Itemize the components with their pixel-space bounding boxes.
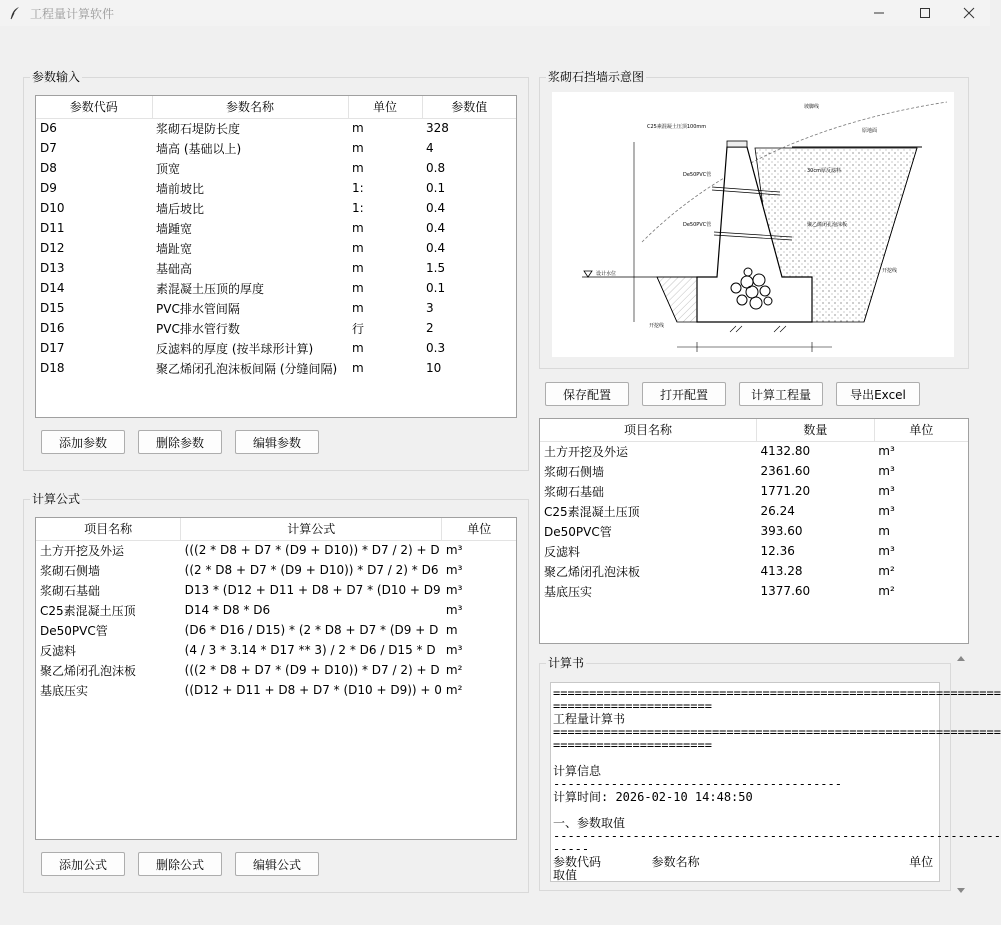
table-cell: m³ — [878, 484, 895, 498]
table-cell: 浆砌石侧墙 — [40, 563, 101, 578]
title-bar — [0, 0, 990, 26]
excavation-label-left: 开挖线 — [649, 323, 665, 329]
column-header[interactable]: 单位 — [442, 518, 516, 540]
column-header[interactable]: 计算公式 — [181, 518, 442, 540]
table-cell: m — [445, 623, 458, 637]
table-cell: m — [352, 281, 364, 295]
table-cell: 0.4 — [426, 241, 446, 255]
table-cell: m — [878, 524, 890, 538]
edit-param-button[interactable]: 编辑参数 — [235, 430, 319, 454]
cap-label: C25素混凝土压顶100mm — [647, 124, 707, 130]
param-row[interactable] — [36, 238, 516, 258]
table-cell: m³ — [445, 543, 463, 558]
table-cell: D14 * D8 * D6 — [184, 603, 271, 617]
table-cell: (((2 * D8 + D7 * (D9 + D10)) * D7 / 2) + D — [184, 663, 440, 677]
table-cell: 基底压实 — [544, 584, 593, 599]
table-cell: 1: — [352, 181, 364, 195]
table-cell: 1771.20 — [760, 484, 811, 498]
delete-param-button[interactable]: 删除参数 — [138, 430, 222, 454]
table-cell: D14 — [40, 281, 65, 295]
table-cell: 聚乙烯闭孔泡沫板 — [544, 564, 641, 579]
param-row[interactable] — [36, 258, 516, 278]
param-group-label: 参数输入 — [32, 70, 81, 84]
table-cell: 浆砌石基础 — [544, 484, 605, 499]
table-cell: m² — [445, 663, 463, 677]
foam-label: 聚乙烯闭孔泡沫板 — [807, 222, 848, 228]
table-cell: m³ — [445, 603, 463, 617]
table-cell: 0.1 — [426, 181, 446, 195]
pipe-label-1: De50PVC管 — [683, 172, 712, 178]
formula-row[interactable] — [36, 640, 516, 660]
table-cell: ((2 * D8 + D7 * (D9 + D10)) * D7 / 2) * D6 — [184, 563, 439, 577]
ground-label: 原地面 — [862, 128, 878, 134]
table-cell: 2 — [426, 321, 434, 335]
table-cell: m³ — [878, 544, 895, 558]
slope-label: 坡脚线 — [804, 104, 820, 110]
result-row[interactable] — [540, 581, 968, 601]
table-cell: 12.36 — [760, 544, 795, 558]
column-header[interactable]: 参数代码 — [36, 96, 152, 118]
table-cell: (4 / 3 * 3.14 * D17 ** 3) / 2 * D6 / D15 * D — [184, 643, 436, 657]
formula-row[interactable] — [36, 540, 516, 560]
table-cell: C25素混凝土压顶 — [40, 603, 136, 618]
table-cell: 聚乙烯闭孔泡沫板 — [40, 663, 137, 678]
table-cell: 0.4 — [426, 221, 446, 235]
scrollbar-svg — [954, 652, 968, 896]
table-cell: 行 — [352, 321, 365, 336]
retaining-wall-diagram — [552, 92, 954, 357]
window-title: 工程量计算软件 — [30, 6, 115, 21]
table-cell: 4132.80 — [760, 444, 811, 459]
table-cell: 浆砌石侧墙 — [544, 464, 605, 479]
param-row[interactable] — [36, 298, 516, 318]
table-cell: m³ — [878, 464, 895, 478]
table-cell: 3 — [426, 301, 434, 315]
param-row[interactable] — [36, 138, 516, 158]
formula-table-header — [36, 518, 516, 540]
delete-formula-button[interactable]: 删除公式 — [138, 852, 222, 876]
filter-label: 30cm厚反滤料 — [807, 168, 841, 174]
result-row[interactable] — [540, 441, 968, 461]
column-header[interactable]: 单位 — [874, 419, 968, 441]
table-cell: 2361.60 — [760, 464, 811, 478]
add-formula-button[interactable]: 添加公式 — [41, 852, 125, 876]
formula-row[interactable] — [36, 560, 516, 580]
table-cell: D13 — [40, 261, 65, 275]
table-cell: De50PVC管 — [544, 524, 612, 539]
table-cell: 0.1 — [426, 281, 446, 295]
table-cell: 0.8 — [426, 161, 446, 175]
column-header[interactable]: 单位 — [348, 96, 422, 118]
result-row[interactable] — [540, 501, 968, 521]
report-group-label: 计算书 — [548, 656, 585, 670]
table-cell: m² — [878, 564, 895, 578]
result-row[interactable] — [540, 561, 968, 581]
result-row[interactable] — [540, 541, 968, 561]
table-cell: 1377.60 — [760, 584, 811, 598]
table-cell: D9 — [40, 181, 57, 195]
table-cell: m³ — [878, 504, 895, 518]
table-cell: 328 — [426, 121, 449, 136]
param-row[interactable] — [36, 358, 516, 378]
table-cell: m² — [445, 683, 463, 697]
minimize-button[interactable] — [856, 0, 902, 26]
table-cell: m — [352, 121, 364, 136]
formula-row[interactable] — [36, 680, 516, 700]
table-cell: 素混凝土压顶的厚度 — [156, 281, 265, 296]
table-cell: 10 — [426, 361, 442, 375]
column-header[interactable]: 参数值 — [422, 96, 516, 118]
param-table-header — [36, 96, 516, 118]
table-cell: m — [352, 241, 364, 255]
table-cell: D13 * (D12 + D11 + D8 + D7 * (D10 + D9 — [184, 583, 441, 597]
table-cell: (((2 * D8 + D7 * (D9 + D10)) * D7 / 2) + D — [184, 543, 440, 558]
param-table[interactable] — [35, 95, 517, 418]
table-cell: 土方开挖及外运 — [544, 444, 629, 459]
scroll-up-icon[interactable] — [957, 656, 965, 661]
table-cell: D18 — [40, 361, 65, 375]
table-cell: D17 — [40, 341, 65, 355]
table-cell: m³ — [445, 643, 463, 657]
table-cell: 1: — [352, 201, 364, 215]
param-row[interactable] — [36, 338, 516, 358]
param-row[interactable] — [36, 198, 516, 218]
table-cell: D16 — [40, 321, 65, 335]
table-cell: 反滤料 — [40, 643, 77, 658]
column-header[interactable]: 项目名称 — [36, 518, 181, 540]
table-cell: 4 — [426, 141, 434, 155]
maximize-icon — [919, 7, 931, 19]
formula-row[interactable] — [36, 620, 516, 640]
table-cell: m³ — [445, 583, 463, 597]
result-row[interactable] — [540, 481, 968, 501]
table-cell: D7 — [40, 141, 57, 155]
param-row[interactable] — [36, 178, 516, 198]
formula-row[interactable] — [36, 660, 516, 680]
formula-table[interactable] — [35, 517, 517, 840]
open-config-button[interactable]: 打开配置 — [642, 382, 726, 406]
table-cell: 浆砌石堤防长度 — [156, 121, 241, 136]
param-row[interactable] — [36, 118, 516, 138]
table-cell: m — [352, 301, 364, 315]
table-cell: 聚乙烯闭孔泡沫板间隔 (分缝间隔) — [156, 361, 338, 376]
pipe-label-2: De50PVC管 — [683, 222, 712, 228]
table-cell: ((D12 + D11 + D8 + D7 * (D10 + D9)) + 0 — [184, 683, 442, 697]
table-cell: D11 — [40, 221, 65, 235]
close-button[interactable] — [946, 0, 992, 26]
column-header[interactable]: 数量 — [757, 419, 875, 441]
table-cell: D15 — [40, 301, 65, 315]
table-cell: m — [352, 341, 364, 355]
results-table[interactable] — [539, 418, 969, 644]
diagram-svg — [552, 92, 954, 357]
feather-icon — [8, 6, 22, 20]
table-cell: 墙趾宽 — [156, 241, 193, 256]
table-cell: 0.3 — [426, 341, 446, 355]
formula-group-label: 计算公式 — [32, 492, 81, 506]
edit-formula-button[interactable]: 编辑公式 — [235, 852, 319, 876]
table-cell: D10 — [40, 201, 65, 215]
table-cell: m³ — [878, 444, 895, 459]
table-cell: 墙前坡比 — [156, 181, 205, 196]
table-cell: De50PVC管 — [40, 623, 108, 638]
table-cell: D12 — [40, 241, 65, 255]
water-level-label: 设计水位 — [596, 271, 617, 277]
table-cell: m² — [878, 584, 895, 598]
table-cell: m — [352, 141, 364, 155]
table-cell: 墙踵宽 — [156, 221, 193, 236]
table-cell: m — [352, 161, 364, 175]
table-cell: m³ — [445, 563, 463, 577]
column-header[interactable]: 项目名称 — [540, 419, 757, 441]
results-table-header — [540, 419, 968, 441]
formula-row[interactable] — [36, 580, 516, 600]
table-cell: C25素混凝土压顶 — [544, 504, 640, 519]
report-text[interactable]: ============================================================== ====================== 工程量计算书 ============================================================== ====================== 计算信息 ---------------------------------------- 计算时间: 2026-02-10 14:48:50 一、参数取值 -------------------------------------------------------------- ----- 参数代码 参数名称 单位 取值 — [550, 682, 940, 882]
param-row[interactable] — [36, 318, 516, 338]
param-row[interactable] — [36, 278, 516, 298]
table-cell: 墙高 (基础以上) — [156, 141, 242, 156]
column-header[interactable]: 参数名称 — [152, 96, 348, 118]
table-cell: m — [352, 261, 364, 275]
table-cell: D8 — [40, 161, 57, 175]
save-config-button[interactable]: 保存配置 — [545, 382, 629, 406]
table-cell: 393.60 — [760, 524, 803, 538]
table-cell: D6 — [40, 121, 57, 136]
table-cell: 0.4 — [426, 201, 446, 215]
table-cell: 基底压实 — [40, 683, 89, 698]
diagram-group-label: 浆砌石挡墙示意图 — [548, 70, 645, 84]
scroll-down-icon[interactable] — [957, 888, 965, 893]
table-cell: (D6 * D16 / D15) * (2 * D8 + D7 * (D9 + D — [184, 623, 439, 637]
excavation-label-right: 开挖线 — [882, 268, 898, 274]
result-row[interactable] — [540, 521, 968, 541]
close-icon — [963, 7, 975, 19]
formula-row[interactable] — [36, 600, 516, 620]
table-cell: 顶宽 — [156, 161, 181, 176]
table-cell: m — [352, 361, 364, 375]
table-cell: 反滤料的厚度 (按半球形计算) — [156, 341, 314, 356]
calculate-button[interactable]: 计算工程量 — [739, 382, 823, 406]
table-cell: 26.24 — [760, 504, 795, 518]
table-cell: 浆砌石基础 — [40, 583, 101, 598]
table-cell: PVC排水管行数 — [156, 321, 240, 336]
table-cell: 土方开挖及外运 — [40, 543, 125, 558]
minimize-icon — [873, 7, 885, 19]
add-param-button[interactable]: 添加参数 — [41, 430, 125, 454]
export-excel-button[interactable]: 导出Excel — [836, 382, 920, 406]
result-row[interactable] — [540, 461, 968, 481]
table-cell: m — [352, 221, 364, 235]
report-scrollbar[interactable] — [954, 652, 968, 896]
table-cell: 413.28 — [760, 564, 803, 578]
table-cell: 1.5 — [426, 261, 446, 275]
param-row[interactable] — [36, 218, 516, 238]
maximize-button[interactable] — [902, 0, 948, 26]
table-cell: PVC排水管间隔 — [156, 301, 240, 316]
table-cell: 反滤料 — [544, 544, 581, 559]
table-cell: 墙后坡比 — [156, 201, 205, 216]
table-cell: 基础高 — [156, 261, 193, 276]
param-row[interactable] — [36, 158, 516, 178]
